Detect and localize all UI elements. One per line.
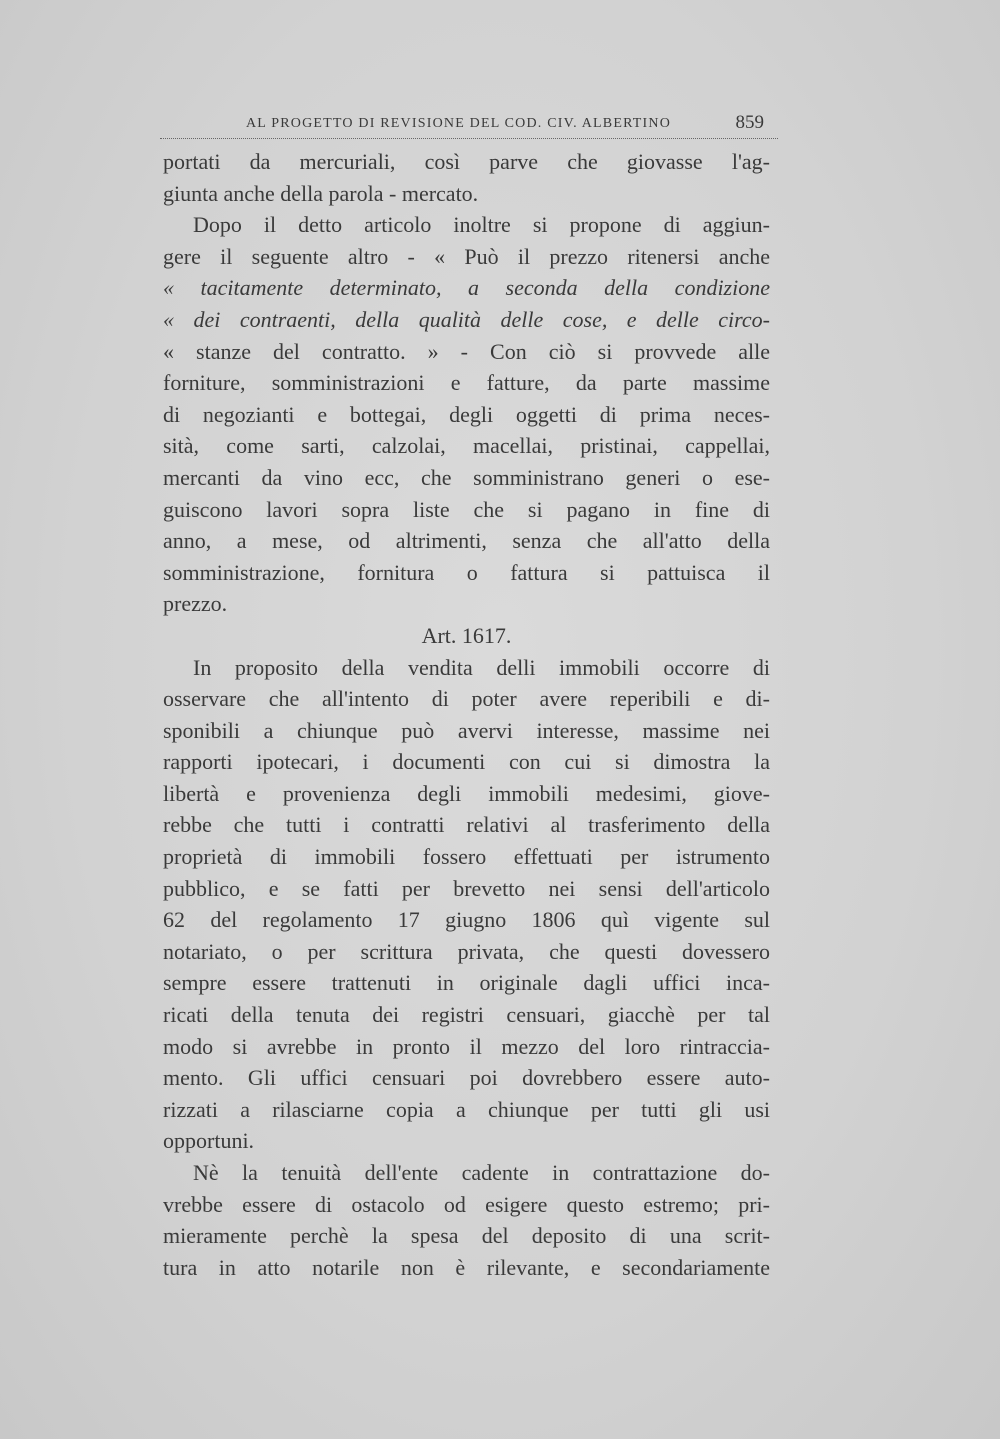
text-line: « dei contraenti, della qualità delle cose, e delle circo- [163,306,770,332]
text-line: modo si avrebbe in pronto il mezzo del loro rintraccia- [163,1033,770,1059]
text-line: portati da mercuriali, così parve che giovasse l'ag- [163,149,770,174]
text-line: pubblico, e se fatti per brevetto nei sensi dell'articolo [163,875,770,901]
running-title: AL PROGETTO DI REVISIONE DEL COD. CIV. ALBERTINO [246,116,672,131]
text-line: mercanti da vino ecc, che somministrano generi o ese- [163,464,770,490]
text-line: tura in atto notarile non è rilevante, e secondariamente [163,1254,770,1280]
text-line: libertà e provenienza degli immobili medesimi, giove- [163,780,770,806]
text-line: sponibili a chiunque può avervi interesse, massime nei [163,717,770,743]
text-line: mieramente perchè la spesa del deposito di una scrit- [163,1223,770,1249]
text-line: sempre essere trattenuti in originale dagli uffici inca- [163,970,770,996]
text-line: giunta anche della parola - mercato. [163,180,479,206]
text-line: gere il seguente altro - « Può il prezzo ritenersi anche [163,243,770,269]
text-line: notariato, o per scrittura privata, che questi dovessero [163,938,770,964]
text-line: mento. Gli uffici censuari poi dovrebbero essere auto- [163,1065,770,1091]
text-line: somministrazione, fornitura o fattura si pattuisca il [163,559,770,585]
text-line: rebbe che tutti i contratti relativi al trasferimento della [163,812,770,838]
text-line: prezzo. [163,591,228,617]
text-line: rapporti ipotecari, i documenti con cui si dimostra la [163,749,770,775]
text-line: vrebbe essere di ostacolo od esigere questo estremo; pri- [163,1191,770,1217]
text-line: sità, come sarti, calzolai, macellai, pristinai, cappellai, [163,433,770,459]
text-line: forniture, somministrazioni e fatture, da parte massime [163,370,770,396]
text-line: « tacitamente determinato, a seconda della condizione [163,275,770,301]
text-line: « stanze del contratto. » - Con ciò si provvede alle [163,338,770,364]
text-line: Dopo il detto articolo inoltre si propone di aggiun- [193,212,770,238]
text-line: rizzati a rilasciarne copia a chiunque per tutti gli usi [163,1096,770,1122]
text-line: 62 del regolamento 17 giugno 1806 quì vigente sul [163,907,770,933]
text-line: In proposito della vendita delli immobili occorre di [193,654,770,680]
text-line: anno, a mese, od altrimenti, senza che all'atto della [163,528,770,554]
text-line: proprietà di immobili fossero effettuati per istrumento [163,844,770,870]
text-line: guiscono lavori sopra liste che si pagano in fine di [163,496,770,522]
body-text [163,146,770,1283]
page-number: 859 [735,112,764,133]
article-heading: Art. 1617. [421,622,512,648]
text-line: ricati della tenuta dei registri censuari, giacchè per tal [163,1002,770,1028]
text-line: Nè la tenuità dell'ente cadente in contrattazione do- [193,1160,770,1185]
text-line: osservare che all'intento di poter avere reperibili e di- [163,686,770,712]
text-line: di negozianti e bottegai, degli oggetti di prima neces- [163,401,770,427]
running-header [160,112,778,139]
text-line: opportuni. [163,1128,255,1154]
